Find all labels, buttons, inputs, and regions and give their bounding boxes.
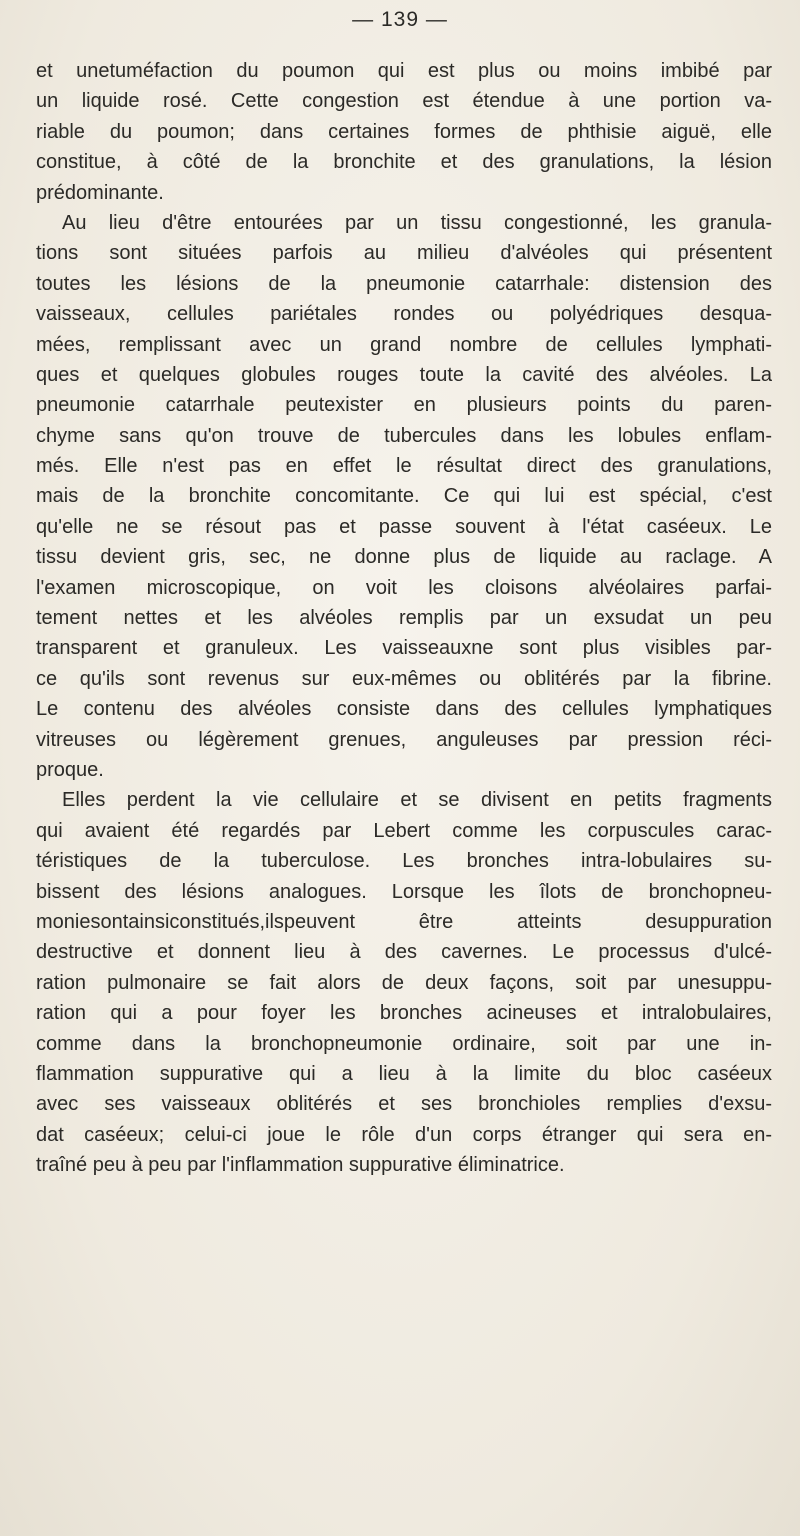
text-line: transparent et granuleux. Les vaisseauxne sont plus visibles par- bbox=[36, 637, 772, 660]
page-number: — 139 — bbox=[352, 8, 448, 31]
text-line: proque. bbox=[36, 758, 104, 781]
text-line: traîné peu à peu par l'inflammation suppurative éliminatrice. bbox=[36, 1154, 565, 1177]
text-line: Au lieu d'être entourées par un tissu congestionné, les granula- bbox=[62, 211, 772, 234]
text-line: qu'elle ne se résout pas et passe souvent à l'état caséeux. Le bbox=[36, 515, 772, 538]
text-line: mais de la bronchite concomitante. Ce qui lui est spécial, c'est bbox=[36, 485, 772, 508]
text-line: Elles perdent la vie cellulaire et se divisent en petits fragments bbox=[62, 789, 772, 812]
text-line: tions sont situées parfois au milieu d'alvéoles qui présentent bbox=[36, 242, 772, 265]
text-line: ce qu'ils sont revenus sur eux-mêmes ou oblitérés par la fibrine. bbox=[36, 667, 772, 690]
text-line: téristiques de la tuberculose. Les bronches intra-lobulaires su- bbox=[36, 850, 772, 873]
text-line: vitreuses ou légèrement grenues, anguleuses par pression réci- bbox=[36, 728, 772, 751]
text-line: constitue, à côté de la bronchite et des granulations, la lésion bbox=[36, 151, 772, 174]
text-line: destructive et donnent lieu à des cavernes. Le processus d'ulcé- bbox=[36, 941, 772, 964]
text-line: tement nettes et les alvéoles remplis par un exsudat un peu bbox=[36, 607, 772, 630]
text-line: toutes les lésions de la pneumonie catarrhale: distension des bbox=[36, 272, 772, 295]
text-line: riable du poumon; dans certaines formes de phthisie aiguë, elle bbox=[36, 120, 772, 143]
text-line: comme dans la bronchopneumonie ordinaire, soit par une in- bbox=[36, 1032, 772, 1055]
text-line: més. Elle n'est pas en effet le résultat direct des granulations, bbox=[36, 455, 772, 478]
text-line: tissu devient gris, sec, ne donne plus de liquide au raclage. A bbox=[36, 546, 772, 569]
text-line: ration qui a pour foyer les bronches acineuses et intralobulaires, bbox=[36, 1002, 772, 1025]
text-line: mées, remplissant avec un grand nombre de cellules lymphati- bbox=[36, 333, 772, 356]
text-line: vaisseaux, cellules pariétales rondes ou polyédriques desqua- bbox=[36, 303, 772, 326]
text-line: qui avaient été regardés par Lebert comme les corpuscules carac- bbox=[36, 819, 772, 842]
text-line: et unetuméfaction du poumon qui est plus ou moins imbibé par bbox=[36, 60, 772, 82]
text-line: chyme sans qu'on trouve de tubercules dans les lobules enflam- bbox=[36, 424, 772, 447]
text-line: prédominante. bbox=[36, 181, 164, 204]
paragraph-3 bbox=[36, 785, 772, 1180]
text-line: bissent des lésions analogues. Lorsque les îlots de bronchopneu- bbox=[36, 880, 772, 903]
text-line: ques et quelques globules rouges toute la cavité des alvéoles. La bbox=[36, 363, 772, 386]
text-line: ration pulmonaire se fait alors de deux façons, soit par unesuppu- bbox=[36, 971, 772, 994]
text-line: l'examen microscopique, on voit les cloisons alvéolaires parfai- bbox=[36, 576, 772, 599]
text-line: flammation suppurative qui a lieu à la limite du bloc caséeux bbox=[36, 1062, 772, 1085]
text-line: dat caséeux; celui-ci joue le rôle d'un corps étranger qui sera en- bbox=[36, 1123, 772, 1146]
body-text bbox=[36, 56, 772, 1180]
text-line: avec ses vaisseaux oblitérés et ses bronchioles remplies d'exsu- bbox=[36, 1093, 772, 1116]
text-line: Le contenu des alvéoles consiste dans des cellules lymphatiques bbox=[36, 698, 772, 721]
text-line: pneumonie catarrhale peutexister en plusieurs points du paren- bbox=[36, 394, 772, 417]
text-line: un liquide rosé. Cette congestion est étendue à une portion va- bbox=[36, 90, 772, 113]
paragraph-1 bbox=[36, 56, 772, 208]
text-line: moniesontainsiconstitués,ilspeuvent être atteints desuppuration bbox=[36, 910, 772, 933]
paragraph-2 bbox=[36, 208, 772, 785]
